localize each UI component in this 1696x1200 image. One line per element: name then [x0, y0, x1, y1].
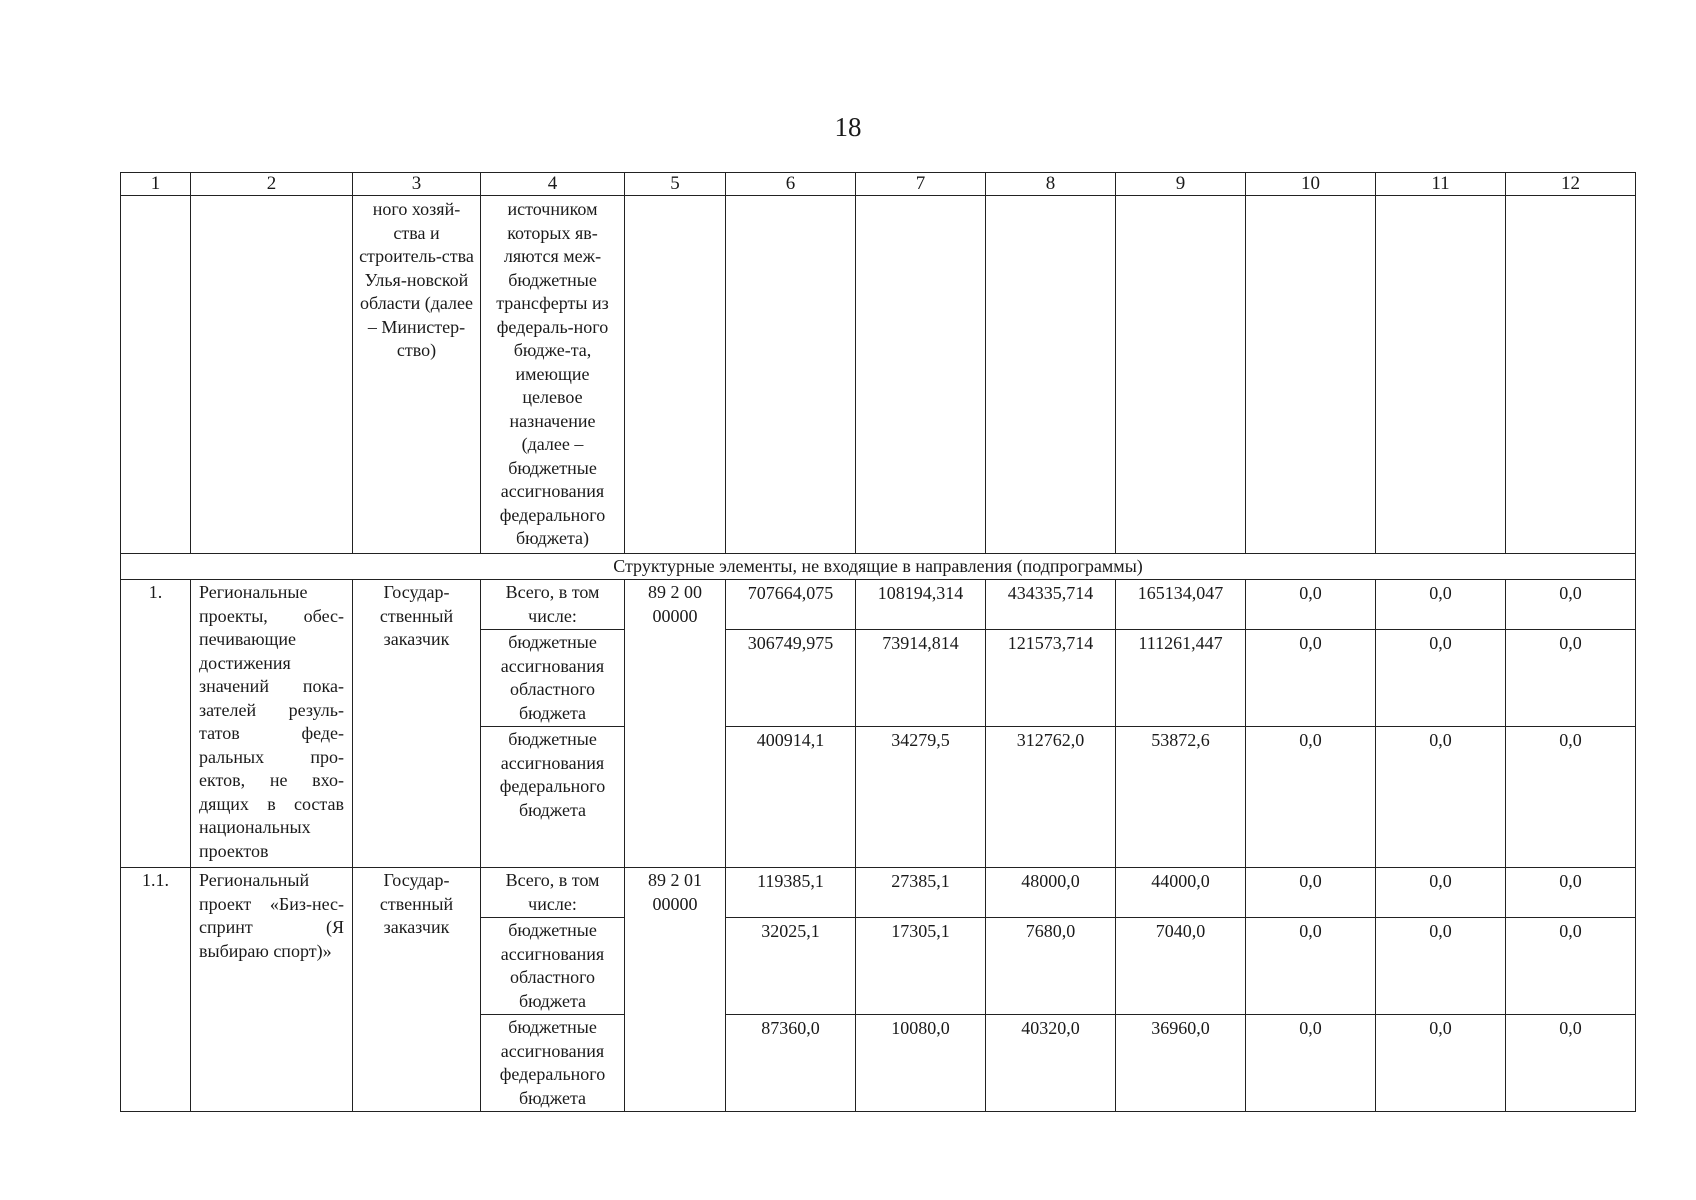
row-number: 1.1.	[121, 868, 191, 1112]
value-cell: 27385,1	[856, 868, 986, 918]
value-cell: 0,0	[1246, 630, 1376, 727]
source-label: бюджетные ассигнования областного бюджета	[481, 630, 625, 727]
source-label: бюджетные ассигнования федерального бюджета	[481, 1015, 625, 1112]
value-cell: 36960,0	[1116, 1015, 1246, 1112]
row-number: 1.	[121, 580, 191, 868]
value-cell: 108194,314	[856, 580, 986, 630]
value-cell: 0,0	[1376, 1015, 1506, 1112]
value-cell: 0,0	[1506, 918, 1636, 1015]
value-cell: 119385,1	[726, 868, 856, 918]
value-cell: 0,0	[1376, 580, 1506, 630]
continuation-executor-text: ного хозяй-ства и строитель-ства Улья-новской области (далее – Министер-ство)	[353, 196, 481, 554]
table-row	[121, 868, 1636, 918]
value-cell: 0,0	[1246, 580, 1376, 630]
column-number: 12	[1506, 173, 1636, 196]
value-cell: 165134,047	[1116, 580, 1246, 630]
continuation-row	[121, 196, 1636, 554]
value-cell: 0,0	[1246, 727, 1376, 868]
value-cell: 0,0	[1246, 918, 1376, 1015]
column-number: 7	[856, 173, 986, 196]
value-cell: 707664,075	[726, 580, 856, 630]
column-number: 3	[353, 173, 481, 196]
value-cell: 0,0	[1376, 630, 1506, 727]
source-label: бюджетные ассигнования областного бюджета	[481, 918, 625, 1015]
value-cell: 7680,0	[986, 918, 1116, 1015]
row-executor: Государ-ственный заказчик	[353, 580, 481, 868]
source-label: Всего, в том числе:	[481, 868, 625, 918]
column-number: 11	[1376, 173, 1506, 196]
row-name: Региональный проект «Биз-нес-спринт (Я выбираю спорт)»	[191, 868, 353, 1112]
budget-table	[120, 172, 1636, 1112]
column-number: 4	[481, 173, 625, 196]
source-label: бюджетные ассигнования федерального бюджета	[481, 727, 625, 868]
value-cell: 312762,0	[986, 727, 1116, 868]
value-cell: 44000,0	[1116, 868, 1246, 918]
column-number: 1	[121, 173, 191, 196]
page-number: 18	[834, 112, 862, 142]
value-cell: 0,0	[1506, 868, 1636, 918]
value-cell: 73914,814	[856, 630, 986, 727]
column-number: 9	[1116, 173, 1246, 196]
source-label: Всего, в том числе:	[481, 580, 625, 630]
budget-table-container	[120, 172, 1635, 1112]
column-number: 5	[625, 173, 726, 196]
row-executor: Государ-ственный заказчик	[353, 868, 481, 1112]
section-title: Структурные элементы, не входящие в направления (подпрограммы)	[121, 553, 1636, 580]
column-number: 6	[726, 173, 856, 196]
value-cell: 0,0	[1376, 918, 1506, 1015]
value-cell: 400914,1	[726, 727, 856, 868]
value-cell: 17305,1	[856, 918, 986, 1015]
value-cell: 0,0	[1376, 727, 1506, 868]
value-cell: 0,0	[1506, 580, 1636, 630]
value-cell: 0,0	[1506, 727, 1636, 868]
value-cell: 0,0	[1246, 1015, 1376, 1112]
continuation-source-text: источником которых яв-ляются меж-бюджетные трансферты из федераль-ного бюдже-та, имеющие целевое назначение (далее – бюджетные ассигнования федерального бюджета)	[481, 196, 625, 554]
column-number: 10	[1246, 173, 1376, 196]
value-cell: 306749,975	[726, 630, 856, 727]
value-cell: 111261,447	[1116, 630, 1246, 727]
column-number-header-row	[121, 173, 1636, 196]
value-cell: 40320,0	[986, 1015, 1116, 1112]
column-number: 2	[191, 173, 353, 196]
value-cell: 34279,5	[856, 727, 986, 868]
column-number: 8	[986, 173, 1116, 196]
value-cell: 121573,714	[986, 630, 1116, 727]
value-cell: 10080,0	[856, 1015, 986, 1112]
value-cell: 0,0	[1246, 868, 1376, 918]
section-row	[121, 553, 1636, 580]
value-cell: 434335,714	[986, 580, 1116, 630]
row-name: Региональные проекты, обес-печивающие достижения значений пока-зателей резуль-татов феде-ральных про-ектов, не вхо-дящих в состав национальных проектов	[191, 580, 353, 868]
value-cell: 87360,0	[726, 1015, 856, 1112]
value-cell: 32025,1	[726, 918, 856, 1015]
table-row	[121, 580, 1636, 630]
row-code: 89 2 00 00000	[625, 580, 726, 868]
value-cell: 0,0	[1506, 1015, 1636, 1112]
row-code: 89 2 01 00000	[625, 868, 726, 1112]
value-cell: 7040,0	[1116, 918, 1246, 1015]
value-cell: 0,0	[1506, 630, 1636, 727]
value-cell: 0,0	[1376, 868, 1506, 918]
value-cell: 48000,0	[986, 868, 1116, 918]
value-cell: 53872,6	[1116, 727, 1246, 868]
